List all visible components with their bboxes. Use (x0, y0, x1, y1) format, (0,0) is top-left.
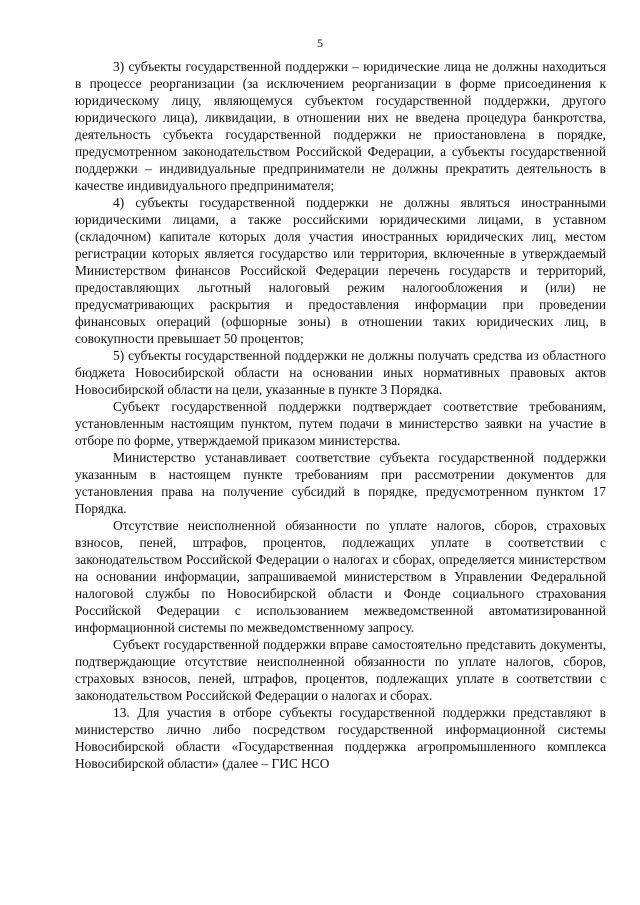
page-number: 5 (317, 36, 323, 50)
paragraph-item-5: 5) субъекты государственной поддержки не должны получать средства из областного бюджета Новосибирской области на основании иных нормативных правовых актов Новосибирской области на цели, указанные в пункте 3 Порядка. (75, 348, 606, 397)
paragraph-confirmation: Субъект государственной поддержки подтверждает соответствие требованиям, установленным настоящим пунктом, путем подачи в министерство заявки на участие в отборе по форме, утверждаемой приказом министерства. (75, 399, 606, 448)
document-body (75, 58, 606, 772)
paragraph-self-submission: Субъект государственной поддержки вправе самостоятельно представить документы, подтверждающие отсутствие неисполненной обязанности по уплате налогов, сборов, страховых взносов, пеней, штрафов, процентов, подлежащих уплате в соответствии с законодательством Российской Федерации о налогах и сборах. (75, 637, 606, 703)
paragraph-ministry-check: Министерство устанавливает соответствие субъекта государственной поддержки указанным в настоящем пункте требованиям при рассмотрении документов для установления права на получение субсидий в порядке, предусмотренном пунктом 17 Порядка. (75, 450, 606, 516)
paragraph-item-3: 3) субъекты государственной поддержки – юридические лица не должны находиться в процессе реорганизации (за исключением реорганизации в форме присоединения к юридическому лицу, являющемуся субъектом государственной поддержки, другого юридического лица), ликвидации, в отношении них не введена процедура банкротства, деятельность субъекта государственной поддержки не приостановлена в порядке, предусмотренном законодательством Российской Федерации, а субъекты государственной поддержки – индивидуальные предприниматели не должны прекратить деятельность в качестве индивидуального предпринимателя; (75, 59, 606, 193)
paragraph-item-4: 4) субъекты государственной поддержки не должны являться иностранными юридическими лицами, а также российскими юридическими лицами, в уставном (складочном) капитале которых доля участия иностранных юридических лиц, местом регистрации которых является государство или территория, включенные в утверждаемый Министерством финансов Российской Федерации перечень государств и территорий, предоставляющих льготный налоговый режим налогообложения и (или) не предусматривающих раскрытия и предоставления информации при проведении финансовых операций (офшорные зоны) в отношении таких юридических лиц, в совокупности превышает 50 процентов; (75, 195, 606, 346)
paragraph-section-13: 13. Для участия в отборе субъекты государственной поддержки представляют в министерство лично либо посредством государственной информационной системы Новосибирской области «Государственная поддержка агропромышленного комплекса Новосибирской области» (далее – ГИС НСО (75, 705, 606, 771)
paragraph-tax-debt: Отсутствие неисполненной обязанности по уплате налогов, сборов, страховых взносов, пеней, штрафов, процентов, подлежащих уплате в соответствии с законодательством Российской Федерации о налогах и сборах, определяется министерством на основании информации, запрашиваемой министерством в Управлении Федеральной налоговой службы по Новосибирской области и Фонде социального страхования Российской Федерации с использованием межведомственной автоматизированной информационной системы по межведомственному запросу. (75, 518, 606, 635)
